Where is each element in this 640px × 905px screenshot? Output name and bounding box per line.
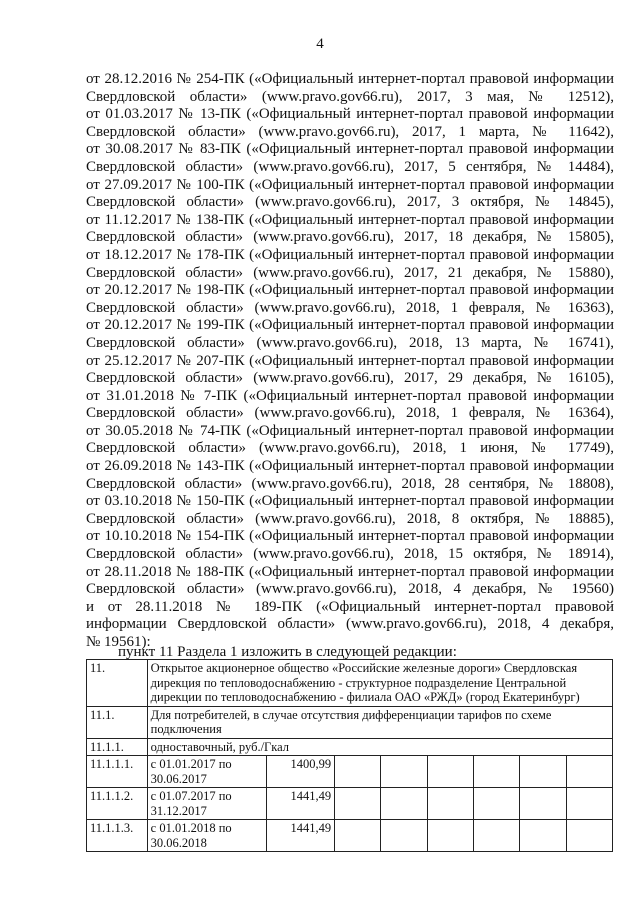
row-code: 11. [87,660,148,707]
amendment-line: от 28.12.2016 № 254-ПК («Официальный интернет-портал правовой информации [86,71,614,87]
amendment-paragraph [86,458,614,493]
consumer-group-cell [147,706,612,738]
amendment-paragraph [86,423,614,458]
table-row [87,706,613,738]
amendment-paragraph [86,177,614,212]
amendment-line: от 20.12.2017 № 198-ПК («Официальный интернет-портал правовой информации [86,282,614,299]
empty-cell [474,788,520,820]
amendment-line: Свердловской области» (www.pravo.gov66.ru), 2017, 1 марта, № 11642), [86,123,614,140]
amendments-list [86,71,614,652]
amendment-line: от 01.03.2017 № 13-ПК («Официальный интернет-портал правовой информации [86,106,614,123]
empty-cell [520,756,566,788]
amendment-paragraph [86,388,614,423]
table-row [87,788,613,820]
amendment-line: от 31.01.2018 № 7-ПК («Официальный интернет-портал правовой информации [86,387,614,404]
empty-cell [381,788,427,820]
amendment-paragraph [86,353,614,388]
empty-cell [335,788,381,820]
tariff-type-cell: одноставочный, руб./Гкал [147,738,612,756]
amendment-line: Свердловской области» (www.pravo.gov66.ru), 2018, 1 февраля, № 16364), [86,405,614,422]
amendment-paragraph [86,106,614,141]
period-line: 30.06.2018 [150,835,207,850]
amendment-line: Свердловской области» (www.pravo.gov66.ru), 2017, 3 мая, № 12512), [86,88,614,105]
amendment-line: от 10.10.2018 № 154-ПК («Официальный интернет-портал правовой информации [86,528,614,545]
empty-cell [381,756,427,788]
amendment-paragraph [86,247,614,282]
period-cell [147,820,266,852]
table-row [87,820,613,852]
tariff-value-cell: 1441,49 [266,788,334,820]
organization-name-cell [147,660,612,707]
empty-cell [474,756,520,788]
amendment-line: Свердловской области» (www.pravo.gov66.ru), 2018, 8 октября, № 18885), [86,510,614,527]
amendment-paragraph [86,564,614,599]
amendment-paragraph [86,317,614,352]
amendment-line: Свердловской области» (www.pravo.gov66.ru), 2018, 1 июня, № 17749), [86,440,614,457]
table-row [87,660,613,707]
amendment-line: от 03.10.2018 № 150-ПК («Официальный интернет-портал правовой информации [86,493,614,510]
amendment-paragraph [86,71,614,106]
consumer-group-line: подключения [150,722,222,736]
empty-cell [335,756,381,788]
table-row [87,756,613,788]
period-line: с 01.07.2017 по [150,789,232,803]
amendment-line: Свердловской области» (www.pravo.gov66.ru), 2017, 18 декабря, № 15805), [86,229,614,246]
amendment-line: от 27.09.2017 № 100-ПК («Официальный интернет-портал правовой информации [86,176,614,193]
empty-cell [566,820,612,852]
amendment-line: Свердловской области» (www.pravo.gov66.ru), 2018, 15 октября, № 18914), [86,546,614,563]
row-code: 11.1.1.2. [87,788,148,820]
amendment-line: и от 28.11.2018 № 189-ПК («Официальный интернет-портал правовой [86,598,614,615]
amendment-line: от 25.12.2017 № 207-ПК («Официальный интернет-портал правовой информации [86,352,614,369]
empty-cell [381,820,427,852]
amendment-line: Свердловской области» (www.pravo.gov66.ru), 2017, 21 декабря, № 15880), [86,264,614,281]
amendment-line: от 11.12.2017 № 138-ПК («Официальный интернет-портал правовой информации [86,211,614,228]
amendment-line: Свердловской области» (www.pravo.gov66.ru), 2018, 13 марта, № 16741), [86,334,614,351]
amendment-line: от 28.11.2018 № 188-ПК («Официальный интернет-портал правовой информации [86,563,614,580]
empty-cell [427,788,473,820]
organization-name-line: дирекции по тепловодоснабжению - филиала ОАО «РЖД» (город Екатеринбург) [150,690,580,704]
amendment-line: информации Свердловской области» (www.pravo.gov66.ru), 2018, 4 декабря, [86,616,614,633]
period-line: 30.06.2017 [150,771,207,786]
consumer-group-line: Для потребителей, в случае отсутствия дифференциации тарифов по схеме [150,707,552,722]
organization-name-line: дирекция по тепловодоснабжению - структурное подразделение Центральной [150,675,567,690]
row-code: 11.1.1. [87,738,148,756]
amendment-line: от 30.05.2018 № 74-ПК («Официальный интернет-портал правовой информации [86,422,614,439]
amendment-line: от 30.08.2017 № 83-ПК («Официальный интернет-портал правовой информации [86,141,614,158]
row-code: 11.1.1.1. [87,756,148,788]
period-line: с 01.01.2017 по [150,757,232,771]
tariff-value-cell: 1400,99 [266,756,334,788]
period-line: с 01.01.2018 по [150,821,232,835]
amendment-paragraph [86,282,614,317]
period-line: 31.12.2017 [150,803,207,818]
amendment-line: Свердловской области» (www.pravo.gov66.ru), 2017, 5 сентября, № 14484), [86,158,614,175]
amendment-line: № 19561): [86,634,151,650]
amendment-paragraph [86,141,614,176]
amendment-line: Свердловской области» (www.pravo.gov66.ru), 2018, 1 февраля, № 16363), [86,299,614,316]
amendment-line: от 20.12.2017 № 199-ПК («Официальный интернет-портал правовой информации [86,317,614,334]
amendment-paragraph [86,493,614,528]
amendment-line: Свердловской области» (www.pravo.gov66.ru), 2017, 29 декабря, № 16105), [86,370,614,387]
empty-cell [566,756,612,788]
amendment-line: от 18.12.2017 № 178-ПК («Официальный интернет-портал правовой информации [86,246,614,263]
row-code: 11.1.1.3. [87,820,148,852]
organization-name-line: Открытое акционерное общество «Российские железные дороги» Свердловская [150,661,578,675]
tariff-value-cell: 1441,49 [266,820,334,852]
period-cell [147,788,266,820]
row-code: 11.1. [87,706,148,738]
amendment-line: Свердловской области» (www.pravo.gov66.ru), 2017, 3 октября, № 14845), [86,194,614,211]
empty-cell [335,820,381,852]
amendment-paragraph [86,528,614,563]
amendment-line: от 26.09.2018 № 143-ПК («Официальный интернет-портал правовой информации [86,458,614,475]
empty-cell [566,788,612,820]
amendment-line: Свердловской области» (www.pravo.gov66.ru), 2018, 28 сентября, № 18808), [86,475,614,492]
period-cell [147,756,266,788]
amendment-line: Свердловской области» (www.pravo.gov66.ru), 2018, 4 декабря, № 19560) [86,581,614,598]
page-number: 4 [316,36,324,52]
empty-cell [474,820,520,852]
empty-cell [520,820,566,852]
amendment-paragraph [86,212,614,247]
empty-cell [427,756,473,788]
empty-cell [520,788,566,820]
table-row [87,738,613,756]
tariff-table [86,659,613,852]
amendment-instruction: пункт 11 Раздела 1 изложить в следующей редакции: [118,644,457,660]
empty-cell [427,820,473,852]
